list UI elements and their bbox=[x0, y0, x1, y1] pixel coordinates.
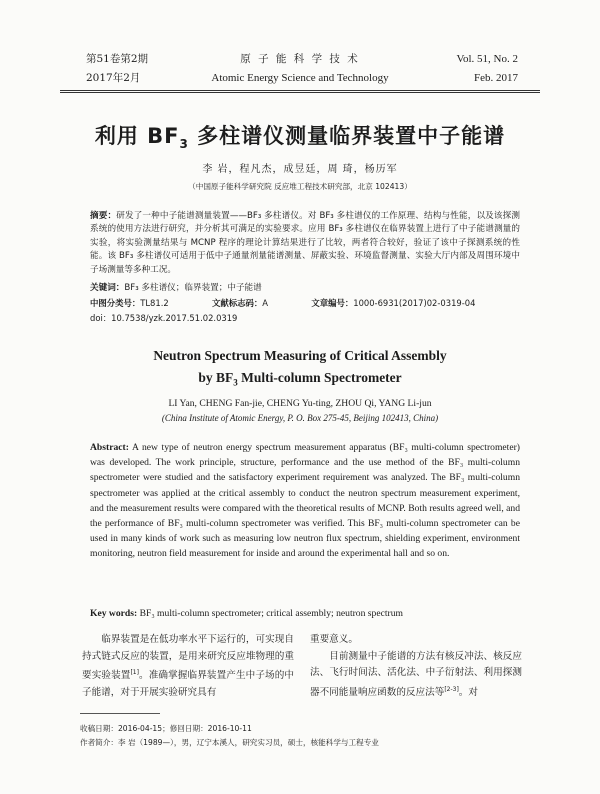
abstract-en: Abstract: A new type of neutron energy spectrum measurement apparatus (BF₃ multi-column spectrometer) was developed. The work principle, structure, performance and the use method of the BF₃ multi-column spectrometer were studied and the satisfactory experiment requirement was analyzed. The BF₃ multi-column spectrometer was applied at the critical assembly to conduct the neutron spectrum measurement experiment, and the measurement results were compared with the theoretical results of MCNP. Both results agreed well, and the performance of BF₃ multi-column spectrometer was verified. This BF₃ multi-column spectrometer can be used in many kinds of work such as measuring low neutron flux spectrum, shielding experiment, environment monitoring, neutron field measurement for inside and around the experimental hall and so on. bbox=[90, 442, 520, 560]
journal-name-en: Atomic Energy Science and Technology bbox=[211, 72, 389, 84]
body-column-left: 临界装置是在低功率水平下运行的，可实现自持式链式反应的装置，是用来研究反应堆物理的重要实验装置[1]。准确掌握临界装置产生中子场的中子能谱，对于开展实验研究具有 bbox=[82, 634, 295, 698]
header-rule-thin bbox=[60, 92, 540, 93]
volume-issue-cn: 第51卷第2期 bbox=[86, 53, 149, 65]
title-en-line1: Neutron Spectrum Measuring of Critical Assembly bbox=[153, 348, 447, 363]
affiliation-en: (China Institute of Atomic Energy, P. O. Box 275-45, Beijing 102413, China) bbox=[161, 413, 439, 423]
footnote-rule bbox=[80, 713, 160, 714]
footnote-author: 作者简介：李 岩（1989—），男，辽宁本溪人，研究实习员，硕士，核能科学与工程专业 bbox=[80, 738, 379, 747]
header-rule bbox=[60, 90, 540, 91]
doi: doi：10.7538/yzk.2017.51.02.0319 bbox=[90, 313, 238, 323]
affiliation-cn: （中国原子能科学研究院 反应堆工程技术研究部，北京 102413） bbox=[188, 182, 412, 191]
footnote-received: 收稿日期：2016-04-15；修回日期：2016-10-11 bbox=[80, 724, 252, 733]
title-en-line2: by $BF_3$ Multi-column Spectrometer bbox=[198, 370, 402, 388]
date-en: Feb. 2017 bbox=[474, 72, 518, 84]
authors-en: LI Yan, CHENG Fan-jie, CHENG Yu-ting, ZHOU Qi, YANG Li-jun bbox=[168, 398, 432, 409]
date-cn: 2017年2月 bbox=[86, 72, 141, 84]
title-cn: 利用 $BF_3$ 多柱谱仪测量临界装置中子能谱 bbox=[94, 124, 506, 152]
keywords-en: Key words: BF₃ multi-column spectrometer; critical assembly; neutron spectrum bbox=[90, 608, 403, 619]
abstract-cn: 摘要：研发了一种中子能谱测量装置——BF₃ 多柱谱仪。对 BF₃ 多柱谱仪的工作原理、结构与性能，以及该探测系统的使用方法进行研究，并分析其可满足的实验要求。应用 BF₃ 多柱谱仪在临界装置上进行了中子能谱测量的实验，将实验测量结果与 MCNP 程序的理论计算结果进行了比较，两者符合较好，验证了该中子探测系统的性能。该 BF₃ 多柱谱仪可适用于低中子通量剂量能谱测量、屏蔽实验、环境监督测量、实验大厅内部及周围环境中子场测量等多种工况。 bbox=[90, 211, 520, 275]
keywords-cn: 关键词：BF₃ 多柱谱仪；临界装置；中子能谱 bbox=[90, 283, 262, 293]
body-column-right: 重要意义。 目前测量中子能谱的方法有核反冲法、核反应法、飞行时间法、活化法、中子衍射法、利用探测器不同能量响应函数的反应法等[2-3]。对 bbox=[310, 634, 522, 698]
classification-line: 中图分类号：TL81.2 文献标志码：A 文章编号：1000-6931(2017)02-0319-04 bbox=[90, 298, 476, 308]
volume-issue-en: Vol. 51, No. 2 bbox=[456, 53, 518, 65]
authors-cn: 李 岩，程凡杰，成昱廷，周 琦，杨历军 bbox=[202, 164, 398, 175]
journal-name-cn: 原 子 能 科 学 技 术 bbox=[240, 53, 360, 65]
